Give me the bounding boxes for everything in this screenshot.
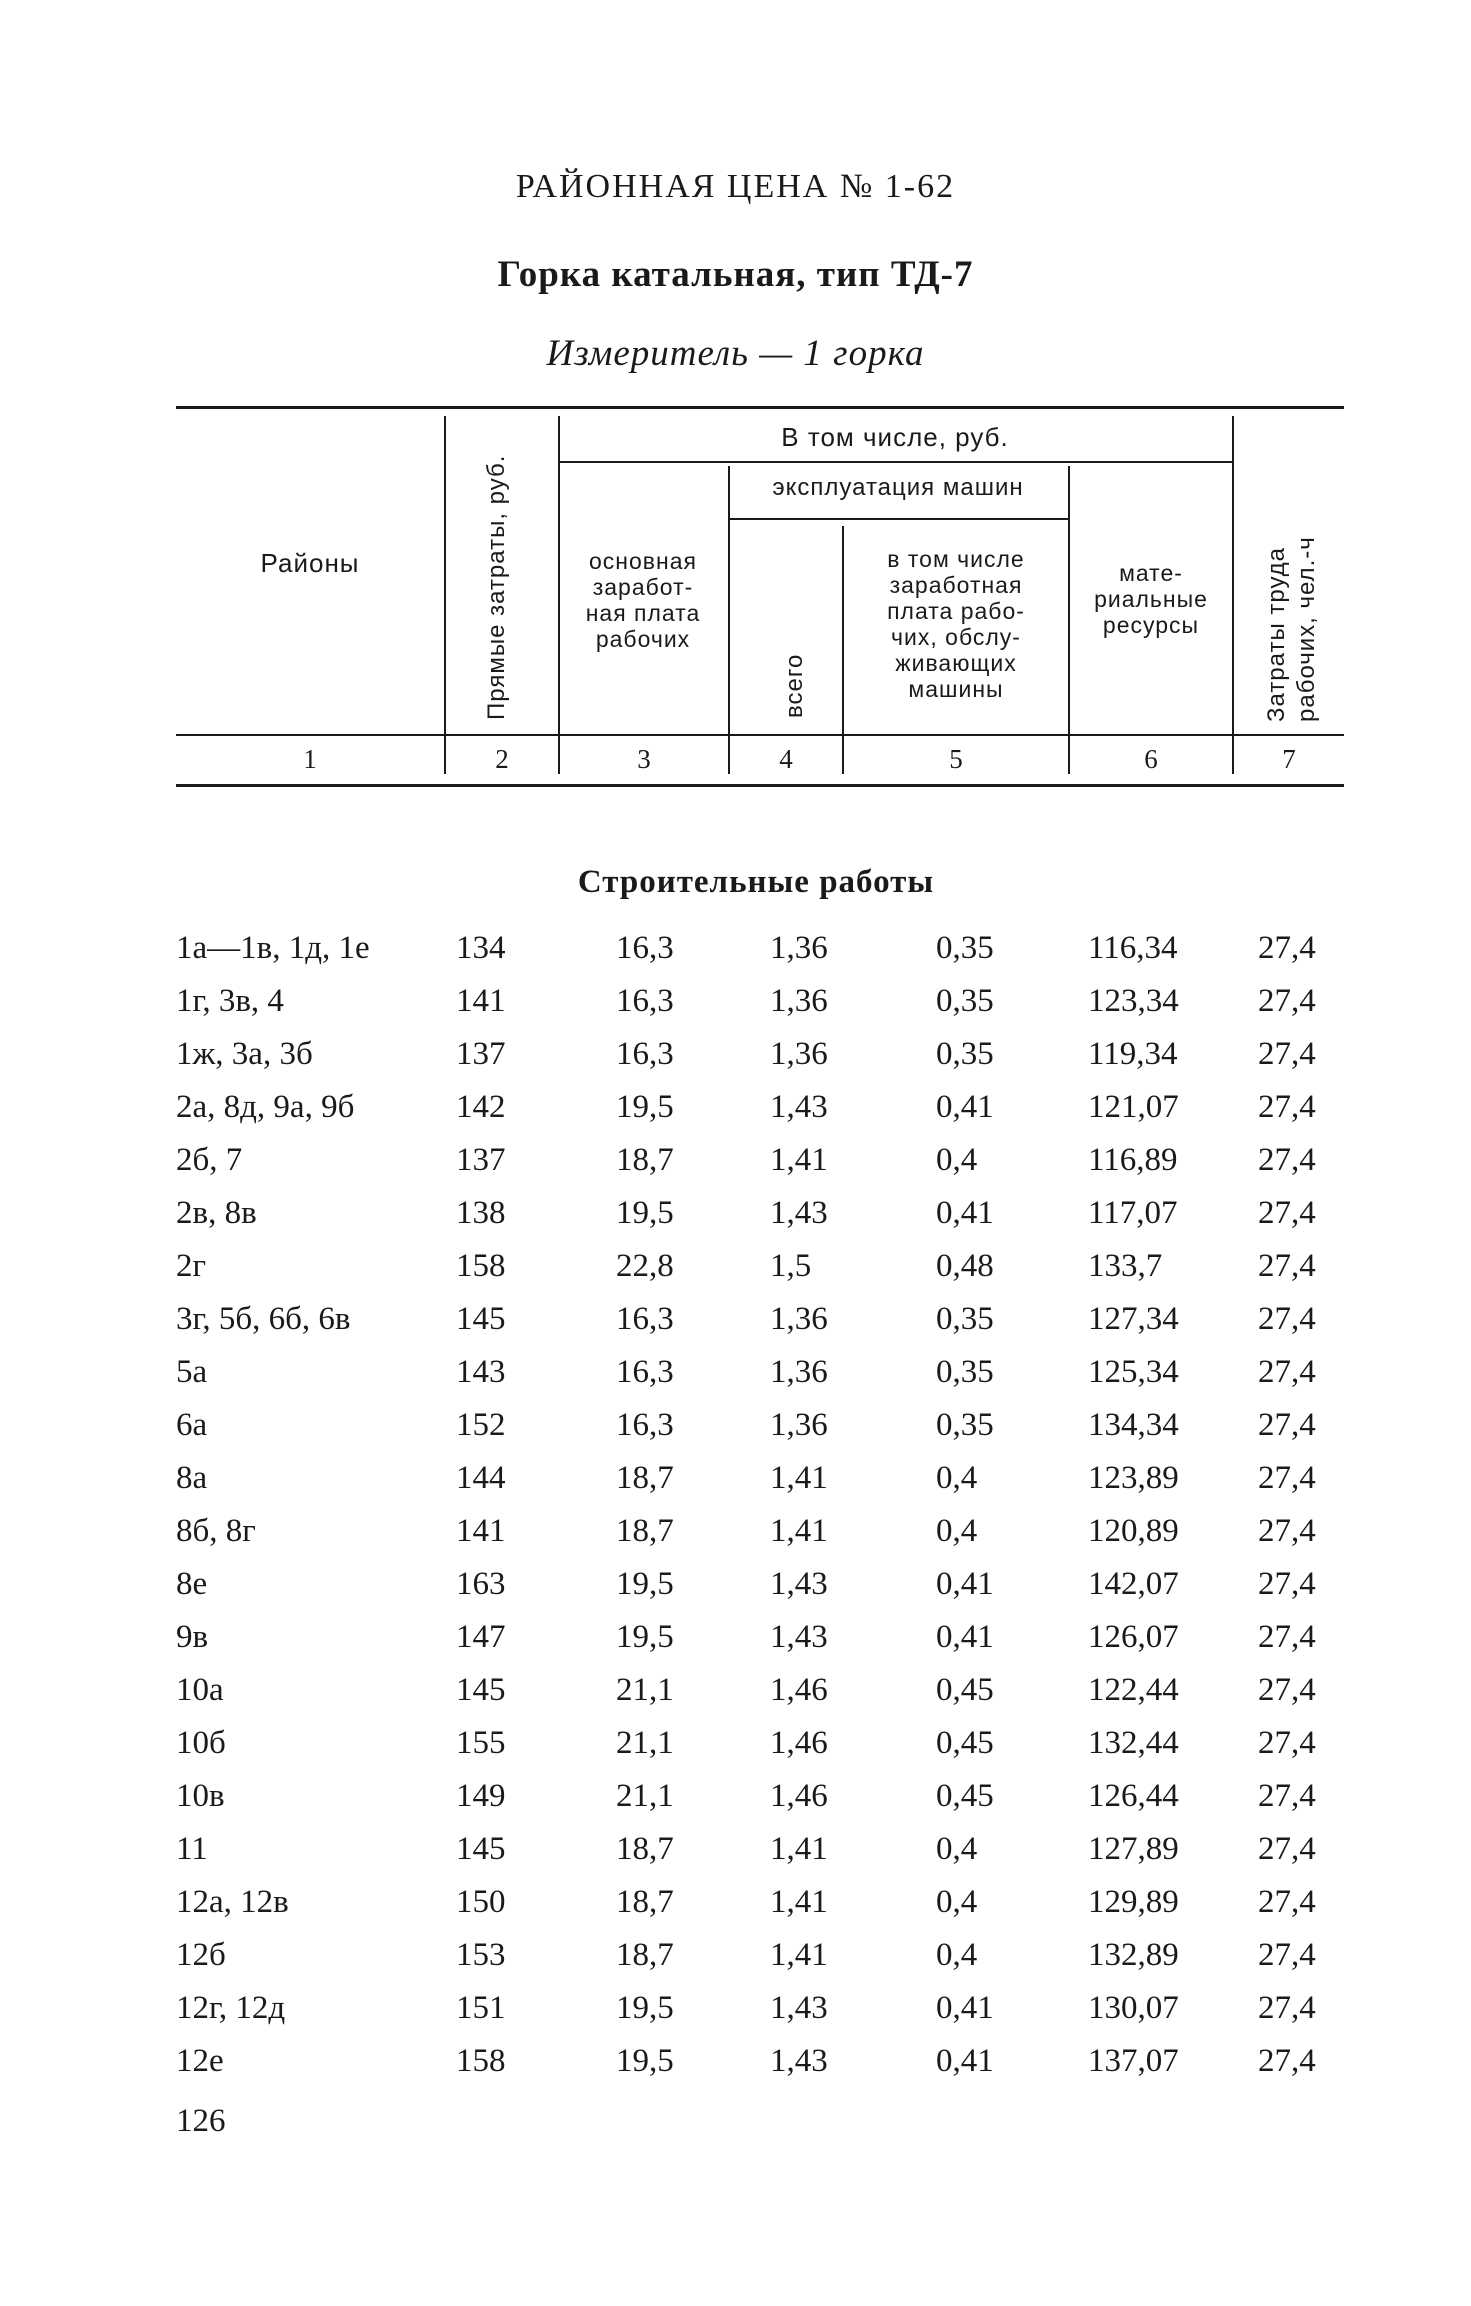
cell-direct-costs: 158 (456, 1248, 506, 1284)
cell-machine-total: 1,36 (770, 1407, 828, 1443)
rate-title: РАЙОННАЯ ЦЕНА № 1-62 (515, 168, 956, 205)
cell-machine-wage: 0,35 (936, 1407, 994, 1443)
header-bottom-rule (176, 784, 1344, 787)
cell-materials: 122,44 (1088, 1672, 1179, 1708)
cell-base-wage: 21,1 (616, 1672, 674, 1708)
cell-region: 10б (176, 1725, 226, 1761)
cell-direct-costs: 163 (456, 1566, 506, 1602)
cell-base-wage: 16,3 (616, 983, 674, 1019)
cell-machine-total: 1,46 (770, 1778, 828, 1814)
rule-including (558, 461, 1232, 463)
cell-machine-wage: 0,4 (936, 1884, 978, 1920)
table-row (0, 1513, 1471, 1566)
cell-region: 8б, 8г (176, 1513, 256, 1549)
cell-base-wage: 19,5 (616, 1195, 674, 1231)
cell-direct-costs: 149 (456, 1778, 506, 1814)
cell-region: 8а (176, 1460, 208, 1496)
cell-base-wage: 16,3 (616, 1407, 674, 1443)
table-row (0, 1301, 1471, 1354)
header-machine-total: всего (781, 653, 808, 718)
cell-materials: 132,89 (1088, 1937, 1179, 1973)
cell-direct-costs: 141 (456, 983, 506, 1019)
cell-region: 2в, 8в (176, 1195, 257, 1231)
cell-machine-wage: 0,45 (936, 1725, 994, 1761)
table-row (0, 1036, 1471, 1089)
cell-machine-wage: 0,4 (936, 1831, 978, 1867)
cell-labor: 27,4 (1258, 1248, 1316, 1284)
cell-machine-wage: 0,41 (936, 1566, 994, 1602)
cell-region: 10а (176, 1672, 224, 1708)
cell-labor: 27,4 (1258, 1990, 1316, 2026)
col-number-4: 4 (779, 744, 793, 774)
cell-region: 2б, 7 (176, 1142, 243, 1178)
rule-col-numbers (176, 734, 1344, 736)
table-row (0, 1566, 1471, 1619)
table-row (0, 1089, 1471, 1142)
cell-base-wage: 18,7 (616, 1884, 674, 1920)
cell-base-wage: 18,7 (616, 1937, 674, 1973)
cell-base-wage: 19,5 (616, 1990, 674, 2026)
col-number-2: 2 (495, 744, 509, 774)
cell-direct-costs: 141 (456, 1513, 506, 1549)
cell-materials: 127,89 (1088, 1831, 1179, 1867)
col-number-3: 3 (637, 744, 651, 774)
table-row (0, 1142, 1471, 1195)
cell-labor: 27,4 (1258, 1354, 1316, 1390)
cell-base-wage: 19,5 (616, 1089, 674, 1125)
header-materials: мате- риальные ресурсы (1094, 560, 1208, 638)
cell-direct-costs: 145 (456, 1672, 506, 1708)
cell-labor: 27,4 (1258, 1619, 1316, 1655)
cell-labor: 27,4 (1258, 1460, 1316, 1496)
cell-materials: 132,44 (1088, 1725, 1179, 1761)
cell-machine-total: 1,43 (770, 1990, 828, 2026)
cell-labor: 27,4 (1258, 1513, 1316, 1549)
table-row (0, 1354, 1471, 1407)
object-title: Горка катальная, тип ТД-7 (497, 254, 974, 295)
cell-labor: 27,4 (1258, 1937, 1316, 1973)
header-direct-costs: Прямые затраты, руб. (483, 454, 510, 720)
cell-materials: 125,34 (1088, 1354, 1179, 1390)
cell-labor: 27,4 (1258, 1036, 1316, 1072)
cell-materials: 121,07 (1088, 1089, 1179, 1125)
cell-machine-wage: 0,41 (936, 1089, 994, 1125)
cell-materials: 133,7 (1088, 1248, 1163, 1284)
header-base-wage: основная заработ- ная плата рабочих (585, 548, 701, 652)
table-row (0, 2043, 1471, 2096)
cell-labor: 27,4 (1258, 1407, 1316, 1443)
cell-region: 2г (176, 1248, 207, 1284)
cell-labor: 27,4 (1258, 930, 1316, 966)
header-top-rule (176, 406, 1344, 409)
cell-region: 10в (176, 1778, 225, 1814)
cell-base-wage: 18,7 (616, 1831, 674, 1867)
table-row (0, 1778, 1471, 1831)
table-row (0, 930, 1471, 983)
cell-machine-total: 1,43 (770, 1195, 828, 1231)
cell-machine-total: 1,43 (770, 1619, 828, 1655)
cell-labor: 27,4 (1258, 1884, 1316, 1920)
table-row (0, 1725, 1471, 1778)
cell-base-wage: 21,1 (616, 1778, 674, 1814)
cell-materials: 123,89 (1088, 1460, 1179, 1496)
cell-machine-total: 1,41 (770, 1937, 828, 1973)
cell-region: 3г, 5б, 6б, 6в (176, 1301, 351, 1337)
header-machine-operation: эксплуатация машин (772, 474, 1024, 501)
cell-materials: 134,34 (1088, 1407, 1179, 1443)
header-machine-wage: в том числе заработная плата рабо- чих, обслу- живающих машины (887, 546, 1025, 702)
cell-machine-wage: 0,41 (936, 1990, 994, 2026)
cell-materials: 130,07 (1088, 1990, 1179, 2026)
cell-base-wage: 21,1 (616, 1725, 674, 1761)
cell-labor: 27,4 (1258, 1566, 1316, 1602)
cell-machine-total: 1,41 (770, 1884, 828, 1920)
cell-region: 9в (176, 1619, 209, 1655)
cell-materials: 119,34 (1088, 1036, 1178, 1072)
cell-direct-costs: 134 (456, 930, 506, 966)
header-labor: Затраты труда рабочих, чел.-ч (1263, 536, 1320, 722)
cell-base-wage: 22,8 (616, 1248, 674, 1284)
cell-region: 5а (176, 1354, 208, 1390)
cell-machine-wage: 0,41 (936, 2043, 994, 2079)
cell-base-wage: 16,3 (616, 930, 674, 966)
cell-labor: 27,4 (1258, 1142, 1316, 1178)
cell-machine-total: 1,41 (770, 1831, 828, 1867)
cell-base-wage: 18,7 (616, 1460, 674, 1496)
cell-machine-total: 1,43 (770, 1089, 828, 1125)
table-row (0, 1672, 1471, 1725)
cell-region: 1г, 3в, 4 (176, 983, 284, 1019)
cell-region: 1а—1в, 1д, 1е (176, 930, 370, 966)
cell-materials: 137,07 (1088, 2043, 1179, 2079)
cell-base-wage: 19,5 (616, 1619, 674, 1655)
table-row (0, 1460, 1471, 1513)
cell-direct-costs: 145 (456, 1831, 506, 1867)
cell-direct-costs: 145 (456, 1301, 506, 1337)
cell-materials: 116,89 (1088, 1142, 1178, 1178)
section-title: Строительные работы (577, 864, 935, 900)
col-number-7: 7 (1282, 744, 1296, 774)
cell-region: 1ж, 3а, 3б (176, 1036, 313, 1072)
cell-machine-total: 1,36 (770, 930, 828, 966)
cell-machine-total: 1,43 (770, 2043, 828, 2079)
unit-line: Измеритель — 1 горка (546, 333, 925, 374)
cell-machine-wage: 0,4 (936, 1937, 978, 1973)
col-divider-1 (444, 416, 446, 774)
cell-machine-total: 1,36 (770, 1301, 828, 1337)
cell-machine-total: 1,36 (770, 1036, 828, 1072)
cell-labor: 27,4 (1258, 1778, 1316, 1814)
header-including: В том числе, руб. (781, 422, 1009, 452)
cell-region: 12а, 12в (176, 1884, 289, 1920)
cell-machine-wage: 0,48 (936, 1248, 994, 1284)
cell-base-wage: 19,5 (616, 2043, 674, 2079)
cell-labor: 27,4 (1258, 1301, 1316, 1337)
cell-labor: 27,4 (1258, 1831, 1316, 1867)
table-row (0, 1195, 1471, 1248)
cell-machine-total: 1,46 (770, 1725, 828, 1761)
cell-region: 2а, 8д, 9а, 9б (176, 1089, 355, 1125)
cell-region: 11 (176, 1831, 208, 1867)
table-row (0, 1990, 1471, 2043)
cell-direct-costs: 152 (456, 1407, 506, 1443)
cell-direct-costs: 153 (456, 1937, 506, 1973)
cell-machine-wage: 0,4 (936, 1513, 978, 1549)
cell-machine-wage: 0,35 (936, 930, 994, 966)
cell-base-wage: 16,3 (616, 1301, 674, 1337)
cell-machine-total: 1,41 (770, 1513, 828, 1549)
cell-region: 12г, 12д (176, 1990, 286, 2026)
cell-direct-costs: 142 (456, 1089, 506, 1125)
cell-materials: 123,34 (1088, 983, 1179, 1019)
cell-region: 12е (176, 2043, 224, 2079)
cell-direct-costs: 137 (456, 1036, 506, 1072)
cell-machine-wage: 0,4 (936, 1460, 978, 1496)
cell-base-wage: 16,3 (616, 1036, 674, 1072)
cell-materials: 116,34 (1088, 930, 1178, 966)
cell-materials: 129,89 (1088, 1884, 1179, 1920)
cell-machine-wage: 0,35 (936, 1036, 994, 1072)
page-number: 126 (176, 2103, 226, 2139)
table-row (0, 1407, 1471, 1460)
cell-labor: 27,4 (1258, 1195, 1316, 1231)
cell-region: 6а (176, 1407, 208, 1443)
header-regions: Районы (260, 548, 360, 578)
cell-base-wage: 19,5 (616, 1566, 674, 1602)
col-number-1: 1 (303, 744, 317, 774)
cell-direct-costs: 150 (456, 1884, 506, 1920)
cell-machine-wage: 0,35 (936, 1354, 994, 1390)
cell-machine-total: 1,36 (770, 983, 828, 1019)
table-row (0, 1884, 1471, 1937)
cell-machine-wage: 0,45 (936, 1778, 994, 1814)
cell-labor: 27,4 (1258, 2043, 1316, 2079)
cell-machine-wage: 0,35 (936, 1301, 994, 1337)
cell-direct-costs: 151 (456, 1990, 506, 2026)
cell-machine-total: 1,5 (770, 1248, 812, 1284)
cell-direct-costs: 147 (456, 1619, 506, 1655)
cell-base-wage: 18,7 (616, 1513, 674, 1549)
cell-machine-total: 1,46 (770, 1672, 828, 1708)
col-divider-3 (728, 466, 730, 774)
cell-materials: 126,44 (1088, 1778, 1179, 1814)
cell-machine-total: 1,36 (770, 1354, 828, 1390)
cell-region: 12б (176, 1937, 226, 1973)
cell-direct-costs: 143 (456, 1354, 506, 1390)
cell-machine-wage: 0,41 (936, 1195, 994, 1231)
col-divider-6 (1232, 416, 1234, 774)
cell-direct-costs: 138 (456, 1195, 506, 1231)
cell-base-wage: 16,3 (616, 1354, 674, 1390)
cell-materials: 126,07 (1088, 1619, 1179, 1655)
cell-materials: 127,34 (1088, 1301, 1179, 1337)
cell-materials: 117,07 (1088, 1195, 1178, 1231)
table-row (0, 1937, 1471, 1990)
cell-machine-total: 1,43 (770, 1566, 828, 1602)
table-row (0, 1619, 1471, 1672)
cell-machine-wage: 0,41 (936, 1619, 994, 1655)
cell-region: 8е (176, 1566, 208, 1602)
col-number-6: 6 (1144, 744, 1158, 774)
cell-labor: 27,4 (1258, 1725, 1316, 1761)
cell-machine-wage: 0,45 (936, 1672, 994, 1708)
table-row (0, 1831, 1471, 1884)
cell-machine-wage: 0,4 (936, 1142, 978, 1178)
cell-direct-costs: 137 (456, 1142, 506, 1178)
cell-direct-costs: 158 (456, 2043, 506, 2079)
cell-direct-costs: 155 (456, 1725, 506, 1761)
cell-machine-total: 1,41 (770, 1142, 828, 1178)
cell-machine-wage: 0,35 (936, 983, 994, 1019)
col-number-5: 5 (949, 744, 963, 774)
cell-labor: 27,4 (1258, 983, 1316, 1019)
cell-materials: 142,07 (1088, 1566, 1179, 1602)
rule-machine (728, 518, 1068, 520)
cell-direct-costs: 144 (456, 1460, 506, 1496)
cell-materials: 120,89 (1088, 1513, 1179, 1549)
cell-base-wage: 18,7 (616, 1142, 674, 1178)
cell-machine-total: 1,41 (770, 1460, 828, 1496)
cell-labor: 27,4 (1258, 1672, 1316, 1708)
cell-labor: 27,4 (1258, 1089, 1316, 1125)
table-row (0, 1248, 1471, 1301)
table-row (0, 983, 1471, 1036)
